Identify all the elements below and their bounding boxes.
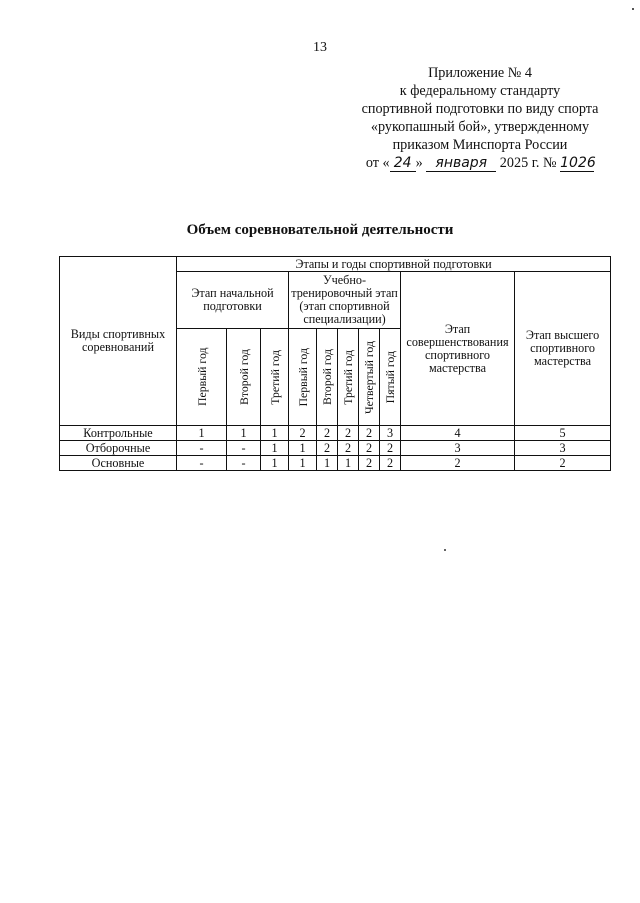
year-header — [338, 329, 359, 426]
year-text: 2025 г. № — [499, 155, 557, 171]
year-label: Первый год — [194, 347, 209, 407]
scan-mark — [444, 549, 446, 551]
value-cell: 3 — [515, 441, 611, 456]
year-header — [177, 329, 227, 426]
value-cell: 4 — [401, 426, 515, 441]
stage-improvement: Этап совершенствования спортивного мастерства — [401, 272, 515, 426]
row-name: Отборочные — [60, 441, 177, 456]
value-cell: 1 — [289, 456, 317, 471]
annex-line-2: к федеральному стандарту — [399, 83, 561, 99]
value-cell: - — [227, 441, 261, 456]
value-cell: 1 — [317, 456, 338, 471]
year-header — [359, 329, 380, 426]
value-cell: 3 — [380, 426, 401, 441]
value-cell: 2 — [515, 456, 611, 471]
stage-training: Учебно-тренировочный этап (этап спортивной специализации) — [289, 272, 401, 329]
value-cell: - — [177, 456, 227, 471]
year-label: Третий год — [267, 349, 282, 405]
page-number: 13 — [313, 40, 327, 55]
handwritten-month: января — [426, 156, 496, 172]
group-header-cell: Этапы и годы спортивной подготовки — [177, 257, 611, 272]
table-row — [60, 426, 611, 441]
stage-initial: Этап начальной подготовки — [177, 272, 289, 329]
annex-line-5: приказом Минспорта России — [392, 137, 568, 153]
annex-block — [330, 64, 630, 172]
year-header — [289, 329, 317, 426]
annex-date-line — [330, 154, 630, 172]
table-row — [60, 456, 611, 471]
row-name: Контрольные — [60, 426, 177, 441]
value-cell: - — [227, 456, 261, 471]
row-header-cell: Виды спортивных соревнований — [60, 257, 177, 426]
value-cell: 1 — [261, 456, 289, 471]
table-row — [60, 441, 611, 456]
year-label: Первый год — [295, 347, 310, 407]
row-name: Основные — [60, 456, 177, 471]
year-label: Второй год — [320, 349, 334, 405]
value-cell: 2 — [401, 456, 515, 471]
year-label: Второй год — [236, 349, 251, 405]
year-header — [317, 329, 338, 426]
annex-line-4: «рукопашный бой», утвержденному — [370, 119, 590, 135]
value-cell: 2 — [359, 441, 380, 456]
competition-volume-table — [59, 256, 611, 471]
value-cell: 2 — [338, 441, 359, 456]
handwritten-day: 24 — [390, 156, 416, 172]
handwritten-order-number: 1026 — [560, 155, 596, 171]
value-cell: 2 — [359, 426, 380, 441]
value-cell: 1 — [338, 456, 359, 471]
value-cell: 5 — [515, 426, 611, 441]
year-header — [261, 329, 289, 426]
value-cell: 2 — [317, 426, 338, 441]
year-header — [380, 329, 401, 426]
year-header — [227, 329, 261, 426]
value-cell: 1 — [227, 426, 261, 441]
value-cell: 2 — [359, 456, 380, 471]
year-label: Третий год — [341, 349, 355, 405]
date-quote-close: » — [415, 155, 423, 171]
header-row-1 — [60, 257, 611, 272]
value-cell: 3 — [401, 441, 515, 456]
value-cell: - — [177, 441, 227, 456]
value-cell: 2 — [380, 456, 401, 471]
year-label: Четвертый год — [362, 340, 376, 414]
value-cell: 1 — [261, 426, 289, 441]
date-prefix: от « — [365, 155, 390, 171]
scan-mark — [632, 8, 634, 10]
value-cell: 1 — [177, 426, 227, 441]
value-cell: 2 — [317, 441, 338, 456]
document-title: Объем соревновательной деятельности — [186, 222, 454, 238]
value-cell: 1 — [289, 441, 317, 456]
value-cell: 2 — [380, 441, 401, 456]
stage-higher: Этап высшего спортивного мастерства — [515, 272, 611, 426]
annex-line-3: спортивной подготовки по виду спорта — [361, 101, 599, 117]
value-cell: 2 — [338, 426, 359, 441]
annex-line-1: Приложение № 4 — [428, 65, 532, 81]
year-label: Пятый год — [383, 350, 397, 404]
value-cell: 2 — [289, 426, 317, 441]
value-cell: 1 — [261, 441, 289, 456]
